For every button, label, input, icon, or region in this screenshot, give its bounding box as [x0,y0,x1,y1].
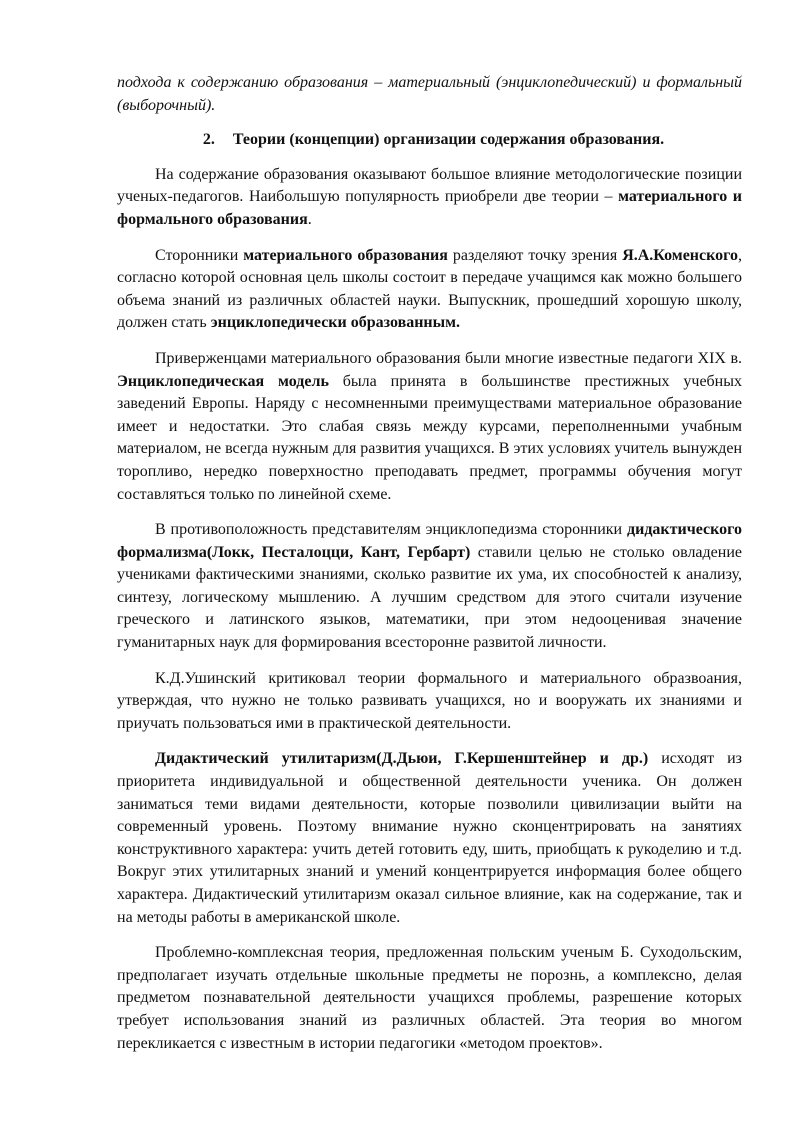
intro-fragment: подхода к содержанию образования – материальный (энциклопедический) и формальный (выборочный). [117,74,742,114]
p3-bold-1: Энциклопедическая модель [117,372,329,390]
section-heading [117,129,742,152]
p6-text-1: исходят из приоритета индивидуальной и общественной деятельности ученика. Он должен заниматься теми видами деятельности, которые позволили цивилизации выйти на современный уровень. Поэтому внимание нужно сконцентрировать на занятиях конструктивного характера: учить детей готовить еду, шить, приобщать к рукоделию и т.д. Вокруг этих утилитарных знаний и умений концентрируется информация более общего характера. Дидактический утилитаризм оказал сильное влияние, как на содержание, так и на методы работы в американской школе. [117,750,742,926]
p2-bold-3: энциклопедически образованным. [210,314,461,332]
p2-text-3: , согласно которой основная цель школы состоит в передаче учащимся как можно большего объема знаний из различных областей науки. Выпускник, прошедший хорошую школу, должен стать [117,246,742,332]
p6-bold-1: Дидактический утилитаризм(Д.Дьюи, Г.Кершенштейнер и др.) [155,750,649,768]
p1-bold-1: материального и формального образования [117,188,742,228]
p2-bold-1: материального образования [243,246,448,264]
section-number: 2. [202,131,215,149]
paragraph-6 [117,748,742,929]
p4-text-2: ставили целью не столько овладение учениками фактическими знаниями, сколько развитие их ума, их способностей к анализу, синтезу, логическому мышлению. А лучшим средством для этого считали изучение греческого и латинского языков, математики, при этом недооценивая значение гуманитарных наук для формирования всесторонне развитой личности. [117,543,742,652]
section-title: Теории (концепции) организации содержания образования. [232,131,665,149]
p2-text-1: Сторонники [155,246,244,264]
p2-bold-2: Я.А.Коменского [622,246,738,264]
paragraph-2 [117,245,742,335]
p4-text-1: В противоположность представителям энциклопедизма сторонники [155,521,627,539]
paragraph-3 [117,348,742,506]
p4-bold-1: дидактического формализма(Локк, Песталоцци, Кант, Гербарт) [117,521,742,561]
p1-text-1: На содержание образования оказывают большое влияние методологические позиции ученых-педагогов. Наибольшую популярность приобрели две теории – [117,165,742,206]
p3-text-2: была принята в большинстве престижных учебных заведений Европы. Наряду с несомненными преимуществами материальное образование имеет и недостатки. Это слабая связь между курсами, переполненными учабным материалом, не всегда нужным для развития учащихся. В этих условиях учитель вынужден торопливо, нередко поверхностно преподавать предмет, программы обучения могут составляться только по линейной схеме. [117,372,742,503]
p5-text-1: К.Д.Ушинский критиковал теории формального и материального образвоания, утверждая, что нужно не только развивать учащихся, но и вооружать их знаниями и приучать пользоваться ими в практической деятельности. [117,669,742,732]
paragraph-4 [117,519,742,655]
p3-text-1: Приверженцами материального образования были многие известные педагоги XIX в. [155,349,742,367]
p7-text-1: Проблемно-комплексная теория, предложенная польским ученым Б. Суходольским, предполагает изучать отдельные школьные предметы не порознь, а комплексно, делая предметом познавательной деятельности учащихся проблемы, разрешение которых требует использования знаний из различных областей. Эта теория во многом перекликается с известным в истории педагогики «методом проектов». [117,944,742,1052]
paragraph-1 [117,164,742,232]
p2-text-2: разделяют точку зрения [447,246,623,264]
p1-text-2: . [307,210,312,228]
paragraph-7 [117,942,742,1055]
paragraph-5 [117,668,742,736]
